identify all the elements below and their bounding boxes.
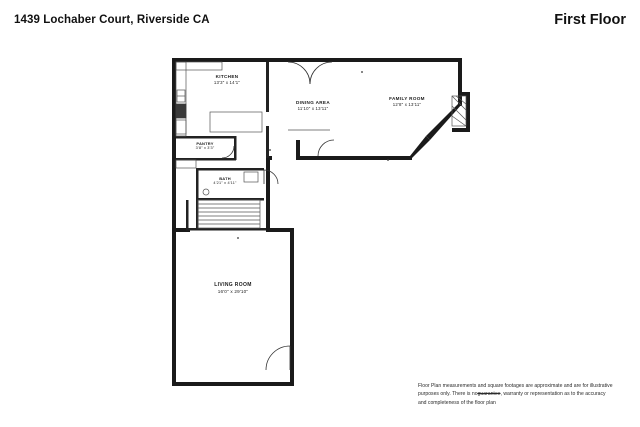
room-name: PANTRY (196, 141, 214, 146)
property-address: 1439 Lochaber Court, Riverside CA (14, 14, 210, 26)
room-name: LIVING ROOM (214, 282, 252, 288)
room-name: KITCHEN (215, 74, 239, 79)
room-dimensions: 11'10" x 13'11" (297, 106, 329, 112)
disclaimer-strikethrough: guarantee (477, 391, 501, 398)
disclaimer-line-2a: illustrative purposes only. There is no (418, 383, 613, 398)
room-dimensions: 12'8" x 13'11" (392, 102, 422, 108)
room-label-bath (196, 176, 254, 187)
room-name: FAMILY ROOM (389, 96, 425, 101)
floor-title: First Floor (554, 12, 626, 28)
room-name: DINING AREA (295, 100, 331, 105)
disclaimer (418, 382, 614, 407)
room-name: BATH (219, 176, 231, 181)
disclaimer-line-1: Floor Plan measurements and square footages are approximate and are for (418, 383, 589, 389)
room-label-family-room (372, 96, 442, 108)
room-dimensions: 4'21" x 4'11" (213, 181, 237, 186)
disclaimer-line-3: as to the accuracy and completeness of the floor plan (418, 391, 606, 406)
room-label-living-room (198, 282, 268, 295)
room-label-pantry (178, 141, 232, 152)
room-dimensions: 13'3" x 14'1" (213, 80, 241, 86)
room-dimensions: 3'8" x 3'3" (195, 146, 215, 151)
room-dimensions: 16'0" x 29'10" (217, 288, 249, 294)
disclaimer-line-2b: , warranty or representation (500, 391, 563, 398)
room-label-kitchen (192, 74, 262, 86)
room-label-dining-area (278, 100, 348, 112)
